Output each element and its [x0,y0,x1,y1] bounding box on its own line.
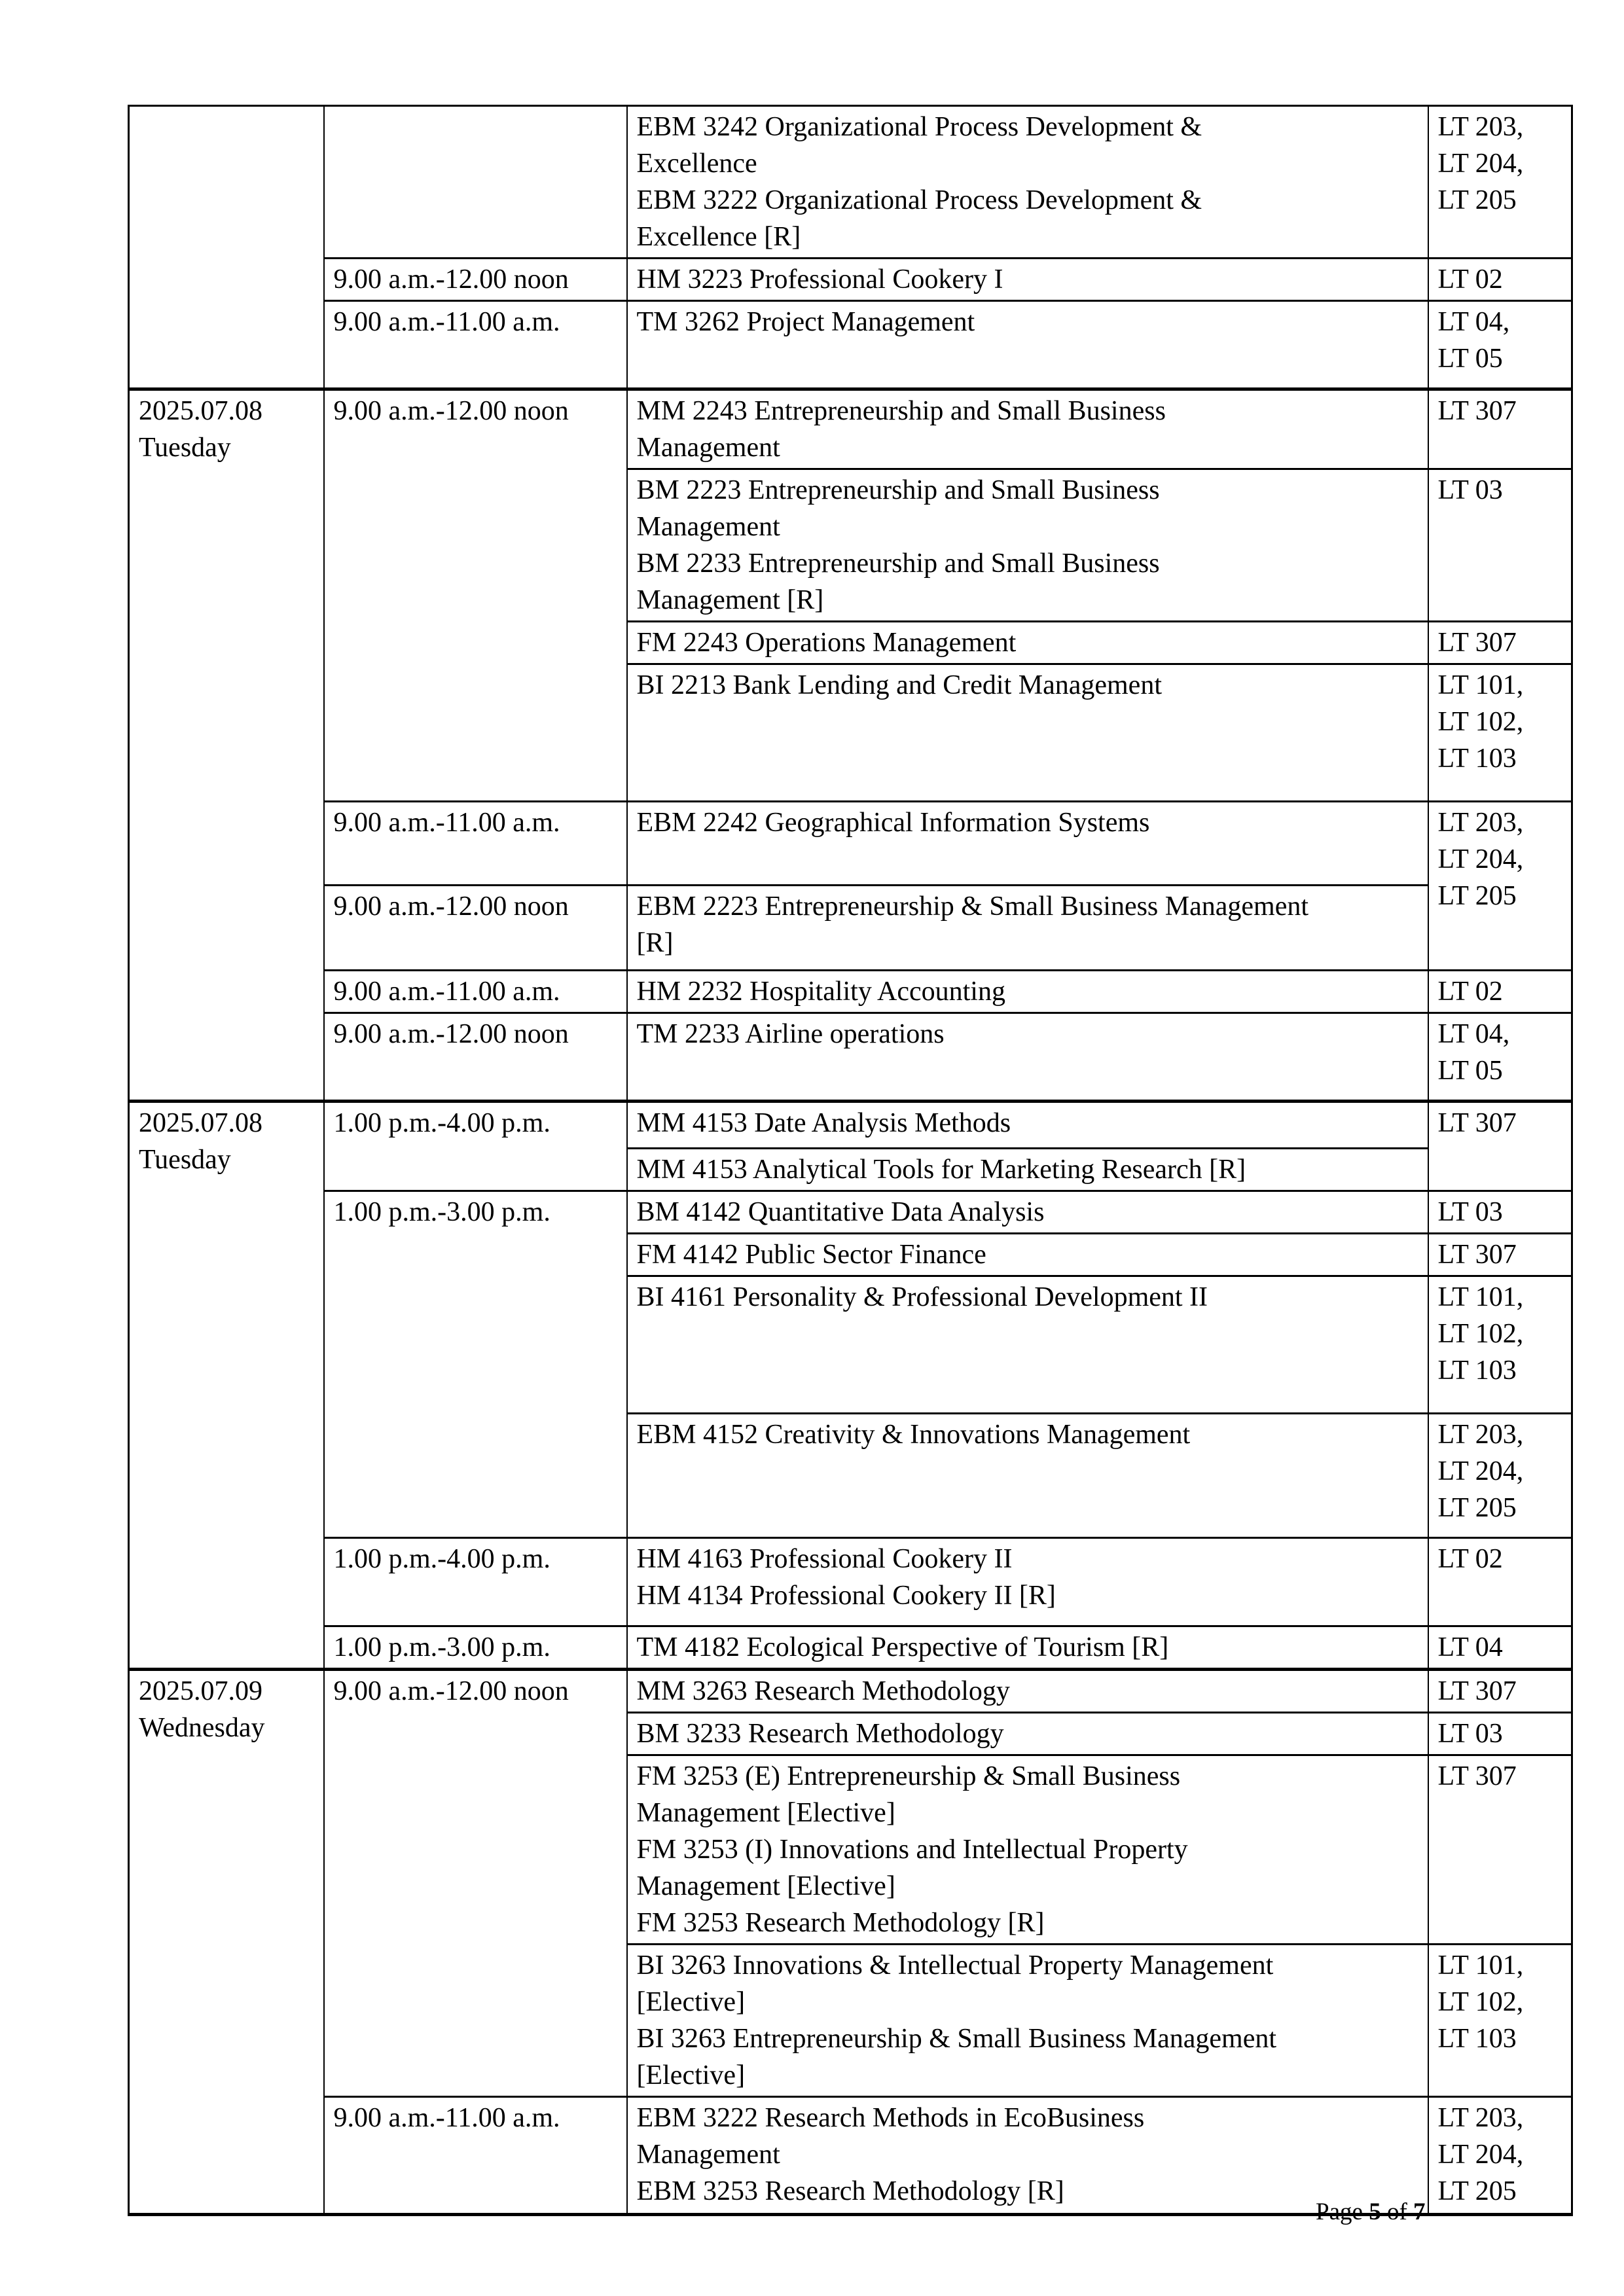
text-line: 1.00 p.m.-4.00 p.m. [333,1544,550,1574]
text-line: BI 2213 Bank Lending and Credit Management [636,670,1162,700]
text-line: FM 2243 Operations Management [636,628,1017,658]
cell-time [324,1538,627,1626]
cell-time [324,1191,627,1538]
cell-course [627,1538,1428,1626]
cell-course [627,622,1428,664]
text-line: LT 103 [1437,1355,1517,1386]
cell-time [324,1102,627,1191]
cell-room [1428,259,1572,301]
text-line: Management [Elective] [636,1871,895,1901]
text-line: LT 102, [1437,1987,1524,2017]
text-line: LT 204, [1437,844,1524,874]
text-line: LT 307 [1437,1676,1517,1706]
text-line: LT 102, [1437,1319,1524,1349]
text-line: MM 4153 Date Analysis Methods [636,1108,1011,1138]
text-line: FM 4142 Public Sector Finance [636,1240,986,1270]
text-line: LT 204, [1437,2140,1524,2170]
cell-course [627,1713,1428,1755]
text-line: BM 3233 Research Methodology [636,1719,1004,1749]
footer-middle: of [1380,2198,1414,2225]
cell-time [324,106,627,259]
text-line: LT 101, [1437,1282,1524,1312]
cell-course [627,106,1428,259]
cell-room [1428,1276,1572,1414]
text-line: LT 205 [1437,881,1517,911]
text-line: HM 4134 Professional Cookery II [R] [636,1581,1056,1611]
text-line: Tuesday [139,433,231,463]
cell-time [324,886,627,971]
text-line: BM 2223 Entrepreneurship and Small Business [636,475,1160,505]
text-line: 9.00 a.m.-12.00 noon [333,1676,569,1706]
text-line: Management [Elective] [636,1798,895,1828]
cell-course [627,1102,1428,1149]
text-line: 9.00 a.m.-11.00 a.m. [333,808,560,838]
text-line: HM 3223 Professional Cookery I [636,264,1003,295]
cell-course [627,1234,1428,1276]
text-line: 9.00 a.m.-12.00 noon [333,1019,569,1049]
cell-time [324,971,627,1013]
text-line: LT 205 [1437,185,1517,215]
table-row [129,1191,1572,1234]
cell-date [129,389,324,1102]
cell-time [324,389,627,802]
text-line: LT 04, [1437,1019,1510,1049]
cell-room [1428,1191,1572,1234]
cell-room [1428,389,1572,469]
text-line: EBM 2223 Entrepreneurship & Small Business Management [636,891,1309,922]
text-line: LT 103 [1437,2024,1517,2054]
table-row [129,1538,1572,1626]
text-line: FM 3253 (E) Entrepreneurship & Small Business [636,1761,1181,1791]
text-line: LT 307 [1437,1108,1517,1138]
cell-time [324,301,627,389]
text-line: LT 203, [1437,112,1524,142]
text-line: 2025.07.08 [139,1108,262,1138]
text-line: HM 2232 Hospitality Accounting [636,977,1005,1007]
cell-course [627,664,1428,802]
table-row [129,106,1572,259]
text-line: EBM 4152 Creativity & Innovations Management [636,1420,1191,1450]
text-line: EBM 3253 Research Methodology [R] [636,2176,1064,2206]
text-line: LT 205 [1437,2176,1517,2206]
text-line: MM 2243 Entrepreneurship and Small Business [636,396,1166,426]
text-line: 1.00 p.m.-4.00 p.m. [333,1108,550,1138]
footer-page-number: 5 [1369,2198,1381,2225]
cell-room [1428,1102,1572,1191]
text-line: Management [636,2140,780,2170]
cell-time [324,802,627,886]
text-line: LT 101, [1437,670,1524,700]
text-line: EBM 3242 Organizational Process Development & [636,112,1202,142]
cell-course [627,2097,1428,2215]
footer-prefix: Page [1316,2198,1369,2225]
text-line: BI 4161 Personality & Professional Development II [636,1282,1208,1312]
text-line: [R] [636,928,674,958]
text-line: LT 04, [1437,307,1510,337]
text-line: LT 04 [1437,1632,1503,1662]
cell-room [1428,469,1572,622]
table-row [129,886,1572,971]
cell-course [627,802,1428,886]
text-line: BM 2233 Entrepreneurship and Small Business [636,548,1160,579]
page-footer [1316,2198,1426,2226]
cell-course [627,389,1428,469]
cell-course [627,1414,1428,1538]
text-line: LT 03 [1437,1197,1503,1227]
text-line: 2025.07.08 [139,396,262,426]
text-line: 9.00 a.m.-12.00 noon [333,891,569,922]
cell-course [627,1149,1428,1191]
text-line: Management [636,433,780,463]
text-line: BM 4142 Quantitative Data Analysis [636,1197,1045,1227]
text-line: FM 3253 (I) Innovations and Intellectual Property [636,1835,1188,1865]
text-line: Management [R] [636,585,824,615]
cell-room [1428,1713,1572,1755]
text-line: 1.00 p.m.-3.00 p.m. [333,1632,550,1662]
cell-room [1428,1234,1572,1276]
text-line: TM 2233 Airline operations [636,1019,945,1049]
text-line: TM 3262 Project Management [636,307,975,337]
text-line: LT 204, [1437,1456,1524,1486]
cell-course [627,1276,1428,1414]
text-line: [Elective] [636,2060,746,2090]
timetable [128,105,1573,2216]
text-line: LT 02 [1437,977,1503,1007]
cell-course [627,469,1428,622]
text-line: Tuesday [139,1145,231,1175]
table-row [129,1013,1572,1102]
cell-course [627,1191,1428,1234]
text-line: LT 307 [1437,1240,1517,1270]
text-line: BI 3263 Innovations & Intellectual Property Management [636,1950,1274,1981]
text-line: LT 103 [1437,744,1517,774]
table-row [129,802,1572,886]
table-row [129,971,1572,1013]
table-row [129,1670,1572,1713]
text-line: LT 307 [1437,396,1517,426]
cell-room [1428,1013,1572,1102]
cell-room [1428,1945,1572,2097]
cell-course [627,1013,1428,1102]
text-line: Management [636,512,780,542]
text-line: MM 3263 Research Methodology [636,1676,1010,1706]
cell-course [627,1626,1428,1670]
cell-course [627,1945,1428,2097]
text-line: LT 203, [1437,808,1524,838]
text-line: Excellence [636,149,757,179]
table-row [129,1102,1572,1149]
text-line: LT 102, [1437,707,1524,737]
text-line: EBM 2242 Geographical Information Systems [636,808,1150,838]
cell-date [129,1102,324,1670]
cell-time [324,1626,627,1670]
cell-time [324,259,627,301]
cell-course [627,1670,1428,1713]
text-line: LT 205 [1437,1493,1517,1523]
table-row [129,389,1572,469]
text-line: LT 203, [1437,2103,1524,2133]
text-line: LT 02 [1437,264,1503,295]
cell-course [627,301,1428,389]
text-line: LT 307 [1437,628,1517,658]
text-line: EBM 3222 Research Methods in EcoBusiness [636,2103,1145,2133]
text-line: [Elective] [636,1987,746,2017]
text-line: 9.00 a.m.-11.00 a.m. [333,977,560,1007]
cell-time [324,1670,627,2097]
text-line: LT 203, [1437,1420,1524,1450]
text-line: BI 3263 Entrepreneurship & Small Business Management [636,2024,1277,2054]
table-row [129,259,1572,301]
cell-date [129,1670,324,2215]
text-line: MM 4153 Analytical Tools for Marketing Research [R] [636,1155,1246,1185]
text-line: LT 03 [1437,475,1503,505]
cell-course [627,886,1428,971]
text-line: Excellence [R] [636,222,801,252]
text-line: LT 307 [1437,1761,1517,1791]
text-line: 9.00 a.m.-11.00 a.m. [333,2103,560,2133]
cell-room [1428,802,1572,971]
text-line: EBM 3222 Organizational Process Development & [636,185,1202,215]
table-row [129,301,1572,389]
cell-time [324,1013,627,1102]
cell-room [1428,1414,1572,1538]
text-line: LT 02 [1437,1544,1503,1574]
cell-room [1428,1670,1572,1713]
cell-room [1428,664,1572,802]
text-line: HM 4163 Professional Cookery II [636,1544,1013,1574]
text-line: 2025.07.09 [139,1676,262,1706]
text-line: LT 05 [1437,1056,1503,1086]
text-line: LT 101, [1437,1950,1524,1981]
cell-time [324,2097,627,2215]
cell-room [1428,971,1572,1013]
text-line: FM 3253 Research Methodology [R] [636,1908,1045,1938]
cell-course [627,259,1428,301]
cell-room [1428,1538,1572,1626]
text-line: 9.00 a.m.-12.00 noon [333,396,569,426]
cell-room [1428,106,1572,259]
text-line: 1.00 p.m.-3.00 p.m. [333,1197,550,1227]
cell-course [627,971,1428,1013]
cell-room [1428,1626,1572,1670]
footer-total-pages: 7 [1413,2198,1426,2225]
text-line: 9.00 a.m.-12.00 noon [333,264,569,295]
cell-room [1428,622,1572,664]
table-row [129,2097,1572,2215]
cell-room [1428,2097,1572,2215]
text-line: TM 4182 Ecological Perspective of Tourism [R] [636,1632,1169,1662]
text-line: LT 05 [1437,344,1503,374]
table-row [129,1626,1572,1670]
text-line: LT 03 [1437,1719,1503,1749]
cell-date [129,106,324,389]
cell-room [1428,1755,1572,1945]
text-line: Wednesday [139,1713,265,1743]
cell-course [627,1755,1428,1945]
text-line: LT 204, [1437,149,1524,179]
cell-room [1428,301,1572,389]
text-line: 9.00 a.m.-11.00 a.m. [333,307,560,337]
